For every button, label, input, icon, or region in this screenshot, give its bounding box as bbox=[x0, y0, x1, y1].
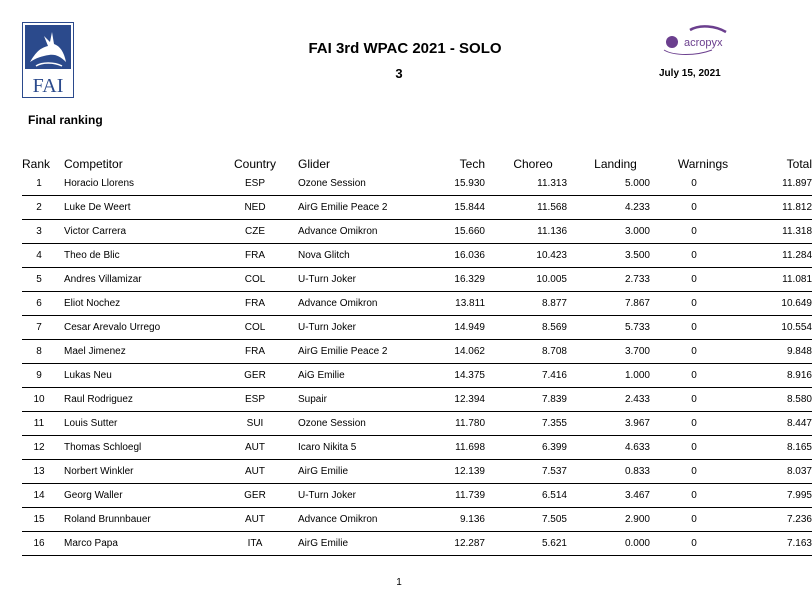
cell-choreo: 11.568 bbox=[485, 196, 567, 220]
cell-rank: 16 bbox=[22, 532, 56, 556]
cell-country: COL bbox=[216, 316, 294, 340]
cell-rank: 7 bbox=[22, 316, 56, 340]
cell-total: 7.163 bbox=[738, 532, 812, 556]
table-row bbox=[22, 268, 812, 292]
cell-landing: 5.733 bbox=[567, 316, 650, 340]
table-row bbox=[22, 532, 812, 556]
cell-rank: 2 bbox=[22, 196, 56, 220]
cell-choreo: 6.399 bbox=[485, 436, 567, 460]
cell-choreo: 11.313 bbox=[485, 172, 567, 196]
round-number: 3 bbox=[395, 66, 403, 81]
cell-country: FRA bbox=[216, 244, 294, 268]
cell-warnings: 0 bbox=[650, 484, 738, 508]
cell-tech: 14.062 bbox=[424, 340, 485, 364]
cell-choreo: 11.136 bbox=[485, 220, 567, 244]
table-row bbox=[22, 196, 812, 220]
fai-logo-text: FAI bbox=[32, 75, 64, 97]
cell-warnings: 0 bbox=[650, 508, 738, 532]
cell-country: COL bbox=[216, 268, 294, 292]
cell-warnings: 0 bbox=[650, 340, 738, 364]
cell-tech: 12.139 bbox=[424, 460, 485, 484]
table-row bbox=[22, 484, 812, 508]
cell-total: 8.916 bbox=[738, 364, 812, 388]
cell-tech: 11.739 bbox=[424, 484, 485, 508]
cell-country: FRA bbox=[216, 292, 294, 316]
cell-competitor: Marco Papa bbox=[56, 532, 216, 556]
cell-total: 8.037 bbox=[738, 460, 812, 484]
table-row bbox=[22, 412, 812, 436]
cell-landing: 4.633 bbox=[567, 436, 650, 460]
cell-country: GER bbox=[216, 484, 294, 508]
cell-glider: Icaro Nikita 5 bbox=[294, 436, 424, 460]
cell-glider: Nova Glitch bbox=[294, 244, 424, 268]
cell-glider: Advance Omikron bbox=[294, 292, 424, 316]
cell-landing: 3.000 bbox=[567, 220, 650, 244]
table-row bbox=[22, 364, 812, 388]
cell-total: 11.081 bbox=[738, 268, 812, 292]
cell-landing: 0.833 bbox=[567, 460, 650, 484]
cell-warnings: 0 bbox=[650, 220, 738, 244]
cell-tech: 16.329 bbox=[424, 268, 485, 292]
table-row bbox=[22, 340, 812, 364]
cell-rank: 14 bbox=[22, 484, 56, 508]
cell-rank: 10 bbox=[22, 388, 56, 412]
cell-landing: 3.467 bbox=[567, 484, 650, 508]
cell-warnings: 0 bbox=[650, 172, 738, 196]
cell-landing: 3.967 bbox=[567, 412, 650, 436]
cell-total: 10.649 bbox=[738, 292, 812, 316]
cell-glider: Advance Omikron bbox=[294, 220, 424, 244]
cell-landing: 1.000 bbox=[567, 364, 650, 388]
cell-rank: 15 bbox=[22, 508, 56, 532]
cell-total: 11.284 bbox=[738, 244, 812, 268]
col-choreo: Choreo bbox=[513, 157, 553, 171]
cell-choreo: 7.416 bbox=[485, 364, 567, 388]
cell-choreo: 6.514 bbox=[485, 484, 567, 508]
cell-glider: AirG Emilie bbox=[294, 460, 424, 484]
cell-tech: 14.375 bbox=[424, 364, 485, 388]
cell-tech: 11.780 bbox=[424, 412, 485, 436]
col-warnings: Warnings bbox=[677, 157, 729, 171]
cell-country: ITA bbox=[216, 532, 294, 556]
cell-tech: 12.394 bbox=[424, 388, 485, 412]
col-competitor: Competitor bbox=[64, 157, 123, 171]
cell-glider: U-Turn Joker bbox=[294, 268, 424, 292]
cell-tech: 15.930 bbox=[424, 172, 485, 196]
cell-glider: Ozone Session bbox=[294, 172, 424, 196]
cell-choreo: 7.537 bbox=[485, 460, 567, 484]
table-row bbox=[22, 388, 812, 412]
cell-landing: 2.433 bbox=[567, 388, 650, 412]
cell-glider: AirG Emilie bbox=[294, 532, 424, 556]
table-row bbox=[22, 436, 812, 460]
table-row bbox=[22, 172, 812, 196]
cell-choreo: 5.621 bbox=[485, 532, 567, 556]
col-tech: Tech bbox=[459, 157, 485, 171]
cell-country: GER bbox=[216, 364, 294, 388]
cell-choreo: 8.708 bbox=[485, 340, 567, 364]
cell-tech: 13.811 bbox=[424, 292, 485, 316]
cell-country: AUT bbox=[216, 436, 294, 460]
cell-competitor: Roland Brunnbauer bbox=[56, 508, 216, 532]
cell-rank: 8 bbox=[22, 340, 56, 364]
ranking-body bbox=[22, 172, 812, 556]
cell-country: AUT bbox=[216, 508, 294, 532]
col-glider: Glider bbox=[298, 157, 331, 171]
col-rank: Rank bbox=[22, 157, 51, 171]
cell-country: FRA bbox=[216, 340, 294, 364]
cell-total: 8.447 bbox=[738, 412, 812, 436]
cell-competitor: Norbert Winkler bbox=[56, 460, 216, 484]
table-row bbox=[22, 316, 812, 340]
cell-total: 7.995 bbox=[738, 484, 812, 508]
cell-warnings: 0 bbox=[650, 460, 738, 484]
cell-landing: 3.700 bbox=[567, 340, 650, 364]
cell-total: 8.165 bbox=[738, 436, 812, 460]
cell-tech: 15.660 bbox=[424, 220, 485, 244]
cell-choreo: 10.423 bbox=[485, 244, 567, 268]
cell-glider: Supair bbox=[294, 388, 424, 412]
cell-competitor: Thomas Schloegl bbox=[56, 436, 216, 460]
cell-competitor: Theo de Blic bbox=[56, 244, 216, 268]
cell-competitor: Cesar Arevalo Urrego bbox=[56, 316, 216, 340]
cell-competitor: Victor Carrera bbox=[56, 220, 216, 244]
cell-rank: 12 bbox=[22, 436, 56, 460]
table-row bbox=[22, 292, 812, 316]
cell-warnings: 0 bbox=[650, 412, 738, 436]
cell-rank: 6 bbox=[22, 292, 56, 316]
cell-competitor: Luke De Weert bbox=[56, 196, 216, 220]
cell-glider: Advance Omikron bbox=[294, 508, 424, 532]
cell-glider: U-Turn Joker bbox=[294, 316, 424, 340]
ranking-subtitle: Final ranking bbox=[28, 113, 103, 127]
cell-rank: 4 bbox=[22, 244, 56, 268]
cell-rank: 9 bbox=[22, 364, 56, 388]
cell-total: 11.897 bbox=[738, 172, 812, 196]
ranking-table bbox=[22, 156, 812, 556]
acropyx-logo-text: acropyx bbox=[684, 37, 723, 49]
cell-competitor: Andres Villamizar bbox=[56, 268, 216, 292]
cell-total: 8.580 bbox=[738, 388, 812, 412]
cell-glider: Ozone Session bbox=[294, 412, 424, 436]
cell-rank: 5 bbox=[22, 268, 56, 292]
cell-warnings: 0 bbox=[650, 532, 738, 556]
cell-tech: 9.136 bbox=[424, 508, 485, 532]
cell-glider: AirG Emilie Peace 2 bbox=[294, 340, 424, 364]
cell-competitor: Lukas Neu bbox=[56, 364, 216, 388]
cell-country: SUI bbox=[216, 412, 294, 436]
col-country: Country bbox=[233, 157, 277, 171]
cell-competitor: Raul Rodriguez bbox=[56, 388, 216, 412]
col-total: Total bbox=[786, 157, 812, 171]
cell-competitor: Georg Waller bbox=[56, 484, 216, 508]
cell-glider: U-Turn Joker bbox=[294, 484, 424, 508]
cell-rank: 13 bbox=[22, 460, 56, 484]
event-date: July 15, 2021 bbox=[659, 68, 721, 79]
cell-warnings: 0 bbox=[650, 196, 738, 220]
cell-tech: 14.949 bbox=[424, 316, 485, 340]
cell-choreo: 10.005 bbox=[485, 268, 567, 292]
cell-choreo: 7.505 bbox=[485, 508, 567, 532]
cell-warnings: 0 bbox=[650, 292, 738, 316]
cell-choreo: 8.569 bbox=[485, 316, 567, 340]
cell-country: ESP bbox=[216, 388, 294, 412]
cell-landing: 3.500 bbox=[567, 244, 650, 268]
table-row bbox=[22, 460, 812, 484]
page-title: FAI 3rd WPAC 2021 - SOLO bbox=[308, 40, 502, 57]
cell-country: NED bbox=[216, 196, 294, 220]
cell-competitor: Eliot Nochez bbox=[56, 292, 216, 316]
cell-warnings: 0 bbox=[650, 364, 738, 388]
cell-warnings: 0 bbox=[650, 316, 738, 340]
page-number: 1 bbox=[396, 577, 402, 588]
cell-glider: AirG Emilie Peace 2 bbox=[294, 196, 424, 220]
cell-competitor: Louis Sutter bbox=[56, 412, 216, 436]
cell-landing: 2.733 bbox=[567, 268, 650, 292]
cell-landing: 2.900 bbox=[567, 508, 650, 532]
cell-landing: 4.233 bbox=[567, 196, 650, 220]
cell-choreo: 8.877 bbox=[485, 292, 567, 316]
cell-competitor: Horacio Llorens bbox=[56, 172, 216, 196]
cell-country: ESP bbox=[216, 172, 294, 196]
cell-competitor: Mael Jimenez bbox=[56, 340, 216, 364]
cell-tech: 15.844 bbox=[424, 196, 485, 220]
cell-warnings: 0 bbox=[650, 388, 738, 412]
cell-landing: 7.867 bbox=[567, 292, 650, 316]
cell-tech: 11.698 bbox=[424, 436, 485, 460]
cell-warnings: 0 bbox=[650, 436, 738, 460]
cell-tech: 12.287 bbox=[424, 532, 485, 556]
cell-warnings: 0 bbox=[650, 268, 738, 292]
cell-total: 9.848 bbox=[738, 340, 812, 364]
table-row bbox=[22, 220, 812, 244]
cell-warnings: 0 bbox=[650, 244, 738, 268]
col-landing: Landing bbox=[594, 157, 637, 171]
table-row bbox=[22, 244, 812, 268]
cell-landing: 0.000 bbox=[567, 532, 650, 556]
cell-total: 11.812 bbox=[738, 196, 812, 220]
cell-total: 7.236 bbox=[738, 508, 812, 532]
cell-glider: AiG Emilie bbox=[294, 364, 424, 388]
cell-country: AUT bbox=[216, 460, 294, 484]
cell-rank: 11 bbox=[22, 412, 56, 436]
cell-landing: 5.000 bbox=[567, 172, 650, 196]
cell-choreo: 7.839 bbox=[485, 388, 567, 412]
table-header-row bbox=[22, 156, 812, 172]
fai-logo bbox=[22, 22, 74, 98]
cell-rank: 1 bbox=[22, 172, 56, 196]
cell-total: 11.318 bbox=[738, 220, 812, 244]
cell-rank: 3 bbox=[22, 220, 56, 244]
cell-tech: 16.036 bbox=[424, 244, 485, 268]
table-row bbox=[22, 508, 812, 532]
cell-total: 10.554 bbox=[738, 316, 812, 340]
cell-choreo: 7.355 bbox=[485, 412, 567, 436]
cell-country: CZE bbox=[216, 220, 294, 244]
